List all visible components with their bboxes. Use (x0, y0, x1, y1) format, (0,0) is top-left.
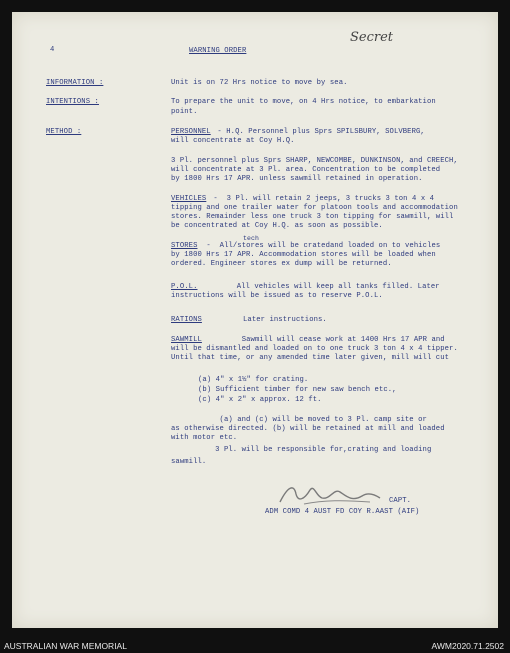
page-number: 4 (50, 46, 55, 54)
sawmill-item: (c) 4" x 2" x approx. 12 ft. (198, 396, 322, 404)
handwritten-signature (274, 480, 384, 508)
vehicles-line: tipping and one trailer water for platoon tools and accommodation (171, 204, 458, 212)
sawmill-closing-line: 3 Pl. will be responsible for,crating and loading (171, 446, 432, 454)
stores-insert: tech (243, 235, 260, 242)
sawmill-after-line: (a) and (c) will be moved to 3 Pl. camp site or (171, 416, 427, 424)
stores-line: by 1800 Hrs 17 APR. Accommodation stores will be loaded when (171, 251, 436, 259)
vehicles-line: stores. Remainder less one truck 3 ton tipping for sawmill, will (171, 213, 454, 221)
handwritten-secret: Secret (350, 30, 394, 45)
sawmill-closing-line: sawmill. (171, 458, 207, 466)
intentions-line: To prepare the unit to move, on 4 Hrs notice, to embarkation (171, 98, 436, 106)
vehicles-line: - 3 Pl. will retain 2 jeeps, 3 trucks 3 ton 4 x 4 (209, 195, 435, 203)
vehicles-line: be concentrated at Coy H.Q. as soon as possible. (171, 222, 383, 230)
sawmill-after-line: with motor etc. (171, 434, 238, 442)
signature-block: ADM COMD 4 AUST FD COY R.AAST (AIF) (265, 508, 420, 516)
personnel-line: will concentrate at Coy H.Q. (171, 137, 295, 145)
platoon-line: by 1800 Hrs 17 APR. unless sawmill retained in operation. (171, 175, 423, 183)
stores-heading: STORES (171, 242, 198, 250)
sawmill-heading: SAWMILL (171, 336, 202, 344)
intentions-line: point. (171, 108, 198, 116)
sawmill-after-line: as otherwise directed. (b) will be retained at mill and loaded (171, 425, 445, 433)
stores-line: ordered. Engineer stores ex dump will be returned. (171, 260, 392, 268)
platoon-line: 3 Pl. personnel plus Sprs SHARP, NEWCOMBE, DUNKINSON, and CREECH, (171, 157, 458, 165)
information-label: INFORMATION : (46, 79, 104, 87)
footer-reference: AWM2020.71.2502 (431, 641, 504, 651)
pol-line: instructions will be issued as to reserve P.O.L. (171, 292, 383, 300)
pol-line: All vehicles will keep all tanks filled. Later (197, 283, 440, 291)
footer-source: AUSTRALIAN WAR MEMORIAL (4, 641, 127, 651)
document-page (12, 12, 498, 628)
personnel-line: - H.Q. Personnel plus Sprs SPILSBURY, SOLVBERG, (213, 128, 425, 136)
sawmill-item: (a) 4" x 1½" for crating. (198, 376, 309, 384)
rations-text: Later instructions. (243, 316, 327, 324)
rations-heading: RATIONS (171, 316, 202, 324)
document-title: WARNING ORDER (189, 47, 247, 55)
information-text: Unit is on 72 Hrs notice to move by sea. (171, 79, 348, 87)
sawmill-line: Sawmill will cease work at 1400 Hrs 17 APR and (202, 336, 445, 344)
intentions-label: INTENTIONS : (46, 98, 99, 106)
sawmill-line: will be dismantled and loaded on to one truck 3 ton 4 x 4 tipper. (171, 345, 458, 353)
signature-rank: CAPT. (389, 497, 412, 505)
sawmill-item: (b) Sufficient timber for new saw bench etc., (198, 386, 397, 394)
personnel-heading: PERSONNEL (171, 128, 211, 136)
stores-line: - All/stores will be cratedand loaded on to vehicles (202, 242, 441, 250)
sawmill-line: Until that time, or any amended time later given, mill will cut (171, 354, 450, 362)
method-label: METHOD : (46, 128, 82, 136)
vehicles-heading: VEHICLES (171, 195, 207, 203)
pol-heading: P.O.L. (171, 283, 198, 291)
platoon-line: will concentrate at 3 Pl. area. Concentration to be completed (171, 166, 441, 174)
